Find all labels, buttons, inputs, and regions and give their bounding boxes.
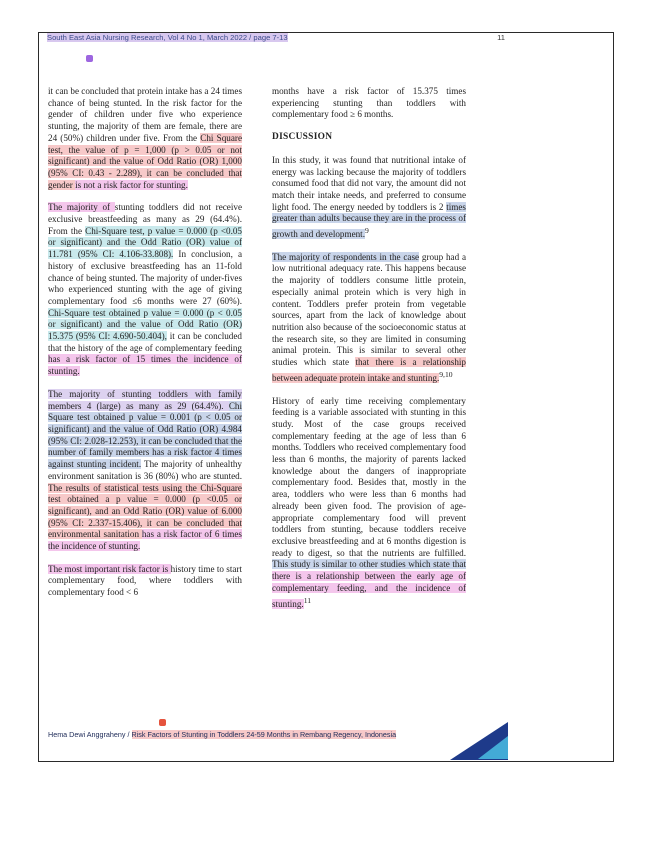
journal-citation: South East Asia Nursing Research, Vol 4 No 1, March 2022 / page 7-13	[47, 33, 288, 42]
footer-author: Hema Dewi Anggraheny /	[48, 730, 132, 739]
paragraph: months have a risk factor of 15.375 times experiencing stunting than toddlers with complementary food ≥ 6 months.	[272, 86, 466, 120]
section-heading: DISCUSSION	[272, 132, 333, 143]
paragraph: The majority of stunting toddlers with family members 4 (large) as many as 29 (64.4%). Chi Square test obtained p value = 0.001 (p < 0.05 or significant) and the value of Odd Ratio (OR) 4.984 (95% CI: 2.028-12.253), it can be concluded that the number of family members has a risk factor 4 times against stunting incident. The majority of unhealthy environment sanitation is 36 (80%) who are stunted. The results of statistical tests using the Chi-Square test obtained a p value = 0.000 (p <0.05 or significant), and an Odd Ratio (OR) value of 6.000 (95% CI: 2.337-15.406), it can be concluded that environmental sanitation has a risk factor of 6 times the incidence of stunting.	[48, 388, 242, 552]
page-footer	[48, 730, 518, 739]
right-column	[272, 86, 466, 621]
annotation-marker	[86, 55, 93, 62]
paragraph: it can be concluded that protein intake has a 24 times chance of being stunted. In the risk factor for the gender of children under five who experience stunting, the majority of them are female, there are 24 (50%) children under five. From the Chi Square test, the value of p = 1,000 (p > 0.05 or not significant) and the value of Odd Ratio (OR) 1,000 (95% CI: 0.43 - 2.289), it can be concluded that gender is not a risk factor for stunting.	[48, 86, 242, 190]
paragraph: In this study, it was found that nutritional intake of energy was lacking because the majority of toddlers consumed food that did not vary, the amount did not match their intake needs, and preferred to consume light food. The energy needed by toddlers is 2 times greater than adults because they are in the process of growth and development.$^9$	[272, 154, 466, 240]
paragraph: The majority of stunting toddlers did not receive exclusive breastfeeding as many as 29 (64.4%). From the Chi-Square test, p value = 0.000 (p <0.05 or significant) and the Odd Ratio (OR) value of 11.781 (95% CI: 4.106-33.808). In conclusion, a history of exclusive breastfeeding has an 11-fold chance of being stunted. The majority of under-fives who experienced stunting with the age of giving complementary food ≤6 months were 27 (60%). Chi-Square test obtained p value = 0.000 (p < 0.05 or significant) and the value of Odd Ratio (OR) 15.375 (95% CI: 4.690-50.404), it can be concluded that the history of the age of complementary feeding has a risk factor of 15 times the incidence of stunting.	[48, 202, 242, 377]
left-column	[48, 86, 242, 610]
paragraph: The majority of respondents in the case group had a low nutritional adequacy rate. This happens because the majority of toddlers consume little protein, especially animal protein which is very high in content. Toddlers prefer protein from vegetable sources, apart from the lack of knowledge about nutrition also because of the socioeconomic status at the research site, so they are limited in consuming animal protein. This is similar to several other studies which state that there is a relationship between adequate protein intake and stunting.$^{9,10}$	[272, 251, 467, 383]
footer-title: Risk Factors of Stunting in Toddlers 24-59 Months in Rembang Regency, Indonesia	[131, 730, 397, 739]
paragraph: History of early time receiving complementary feeding is a variable associated with stunting in this study. Most of the case groups received complementary feeding at the age of less than 6 months. Toddlers who received complementary food less than 6 months, the majority of parents lacked knowledge about the dangers of inappropriate complementary food. Besides that, mostly in the area, toddlers who were less than 6 months had already been given food. The provision of age-appropriate complementary food will prevent toddlers from stunting, because toddlers receive exclusive breastfeeding and at 6 months digestion is ready to digest, so that the nutrients are fulfilled. This study is similar to other studies which state that there is a relationship between the early age of complementary feeding, and the incidence of stunting.$^{11}$	[272, 395, 466, 609]
page-header	[47, 33, 505, 42]
annotation-marker	[159, 719, 166, 726]
page-number: 11	[497, 33, 505, 42]
paragraph: The most important risk factor is history time to start complementary food, where toddlers with complementary food < 6	[48, 563, 243, 598]
corner-decoration-accent	[478, 736, 508, 759]
